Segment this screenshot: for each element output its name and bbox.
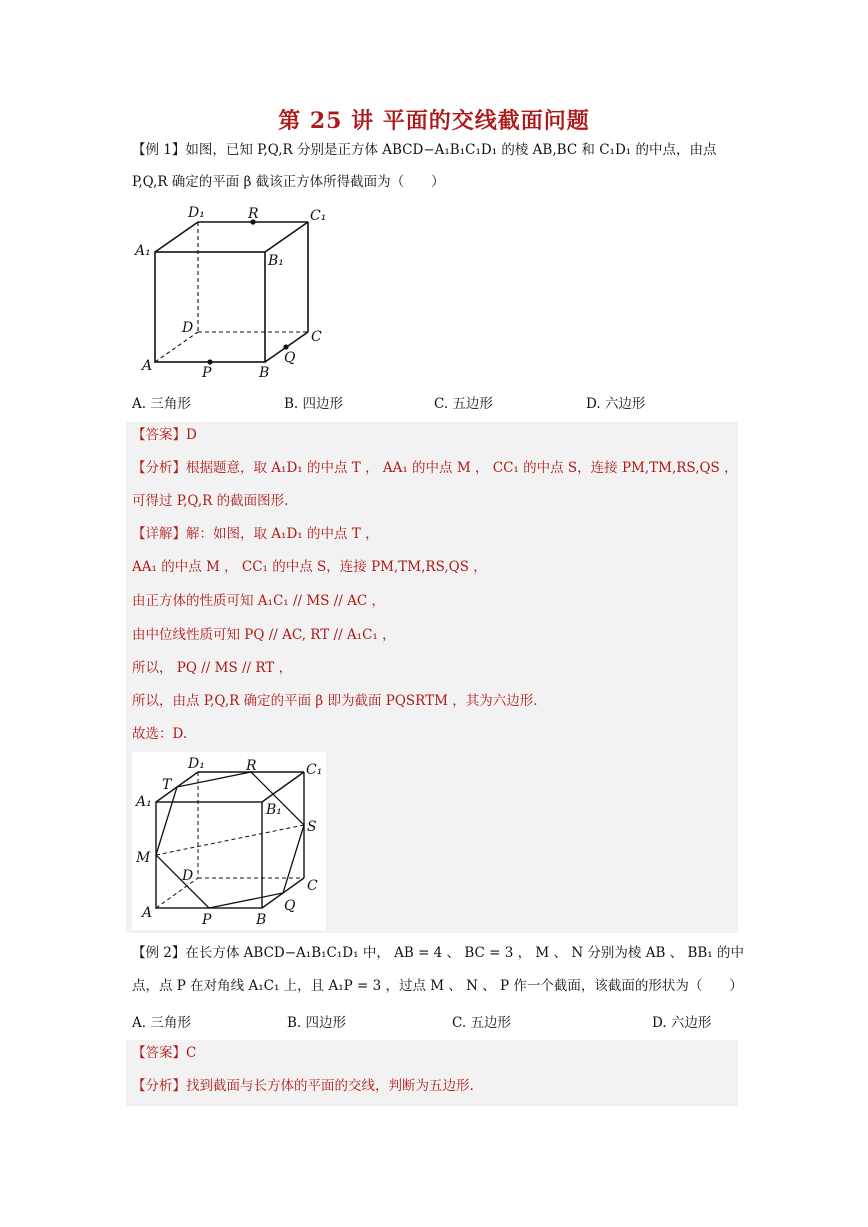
ex2-question-line1: 【例 2】在长方体 ABCD−A₁B₁C₁D₁ 中， AB = 4 、 BC = 3 ， M 、 N 分别为棱 AB 、 BB₁ 的中	[132, 945, 745, 961]
ex1-detail-line: 所以，由点 P,Q,R 确定的平面 β 即为截面 PQSRTM ，其为六边形.	[132, 693, 538, 709]
fig2-label: M	[136, 850, 151, 866]
cube-figure-1	[130, 200, 340, 385]
ex1-answer: 【答案】D	[132, 427, 197, 443]
fig1-label: A	[142, 358, 153, 374]
fig1-label: R	[248, 206, 259, 222]
fig2-label: P	[202, 912, 212, 928]
page-title: 第 25 讲 平面的交线截面问题	[278, 108, 590, 134]
ex1-question-line1: 【例 1】如图，已知 P,Q,R 分别是正方体 ABCD−A₁B₁C₁D₁ 的棱 AB,BC 和 C₁D₁ 的中点，由点	[132, 142, 717, 158]
option-a[interactable]: A. 三角形	[132, 396, 191, 412]
fig2-label: C	[307, 878, 318, 894]
fig2-label: T	[162, 777, 172, 793]
fig2-label: A	[142, 905, 153, 921]
fig2-label: R	[246, 758, 257, 774]
option-d[interactable]: D. 六边形	[652, 1015, 712, 1031]
ex1-detail-line: 由正方体的性质可知 A₁C₁ // MS // AC ，	[132, 593, 385, 609]
ex1-detail-line: AA₁ 的中点 M ， CC₁ 的中点 S，连接 PM,TM,RS,QS ，	[132, 559, 487, 575]
fig1-label: D	[182, 320, 194, 336]
fig2-label: B	[256, 912, 267, 928]
ex1-detail-line: 【详解】解：如图，取 A₁D₁ 的中点 T ，	[132, 526, 379, 542]
ex1-question-line2: P,Q,R 确定的平面 β 截该正方体所得截面为（ ）	[132, 174, 445, 190]
ex2-analysis: 【分析】找到截面与长方体的平面的交线，判断为五边形.	[132, 1078, 474, 1094]
ex2-question-line2: 点，点 P 在对角线 A₁C₁ 上，且 A₁P = 3 ，过点 M 、 N 、 P 作一个截面，该截面的形状为（ ）	[132, 978, 743, 994]
fig2-label: D₁	[188, 756, 205, 772]
fig1-label: B₁	[268, 253, 284, 269]
fig2-label: D	[182, 868, 194, 884]
ex2-answer-block	[126, 1040, 738, 1106]
fig1-label: Q	[284, 350, 296, 366]
ex1-analysis-line2: 可得过 P,Q,R 的截面图形.	[132, 493, 289, 509]
fig1-label: C₁	[310, 208, 327, 224]
ex2-answer: 【答案】C	[132, 1045, 197, 1061]
ex1-detail-line: 所以， PQ // MS // RT ，	[132, 660, 293, 676]
fig1-label: C	[311, 329, 322, 345]
option-b[interactable]: B. 四边形	[287, 1015, 347, 1031]
fig2-label: A₁	[136, 794, 152, 810]
fig1-label: B	[259, 365, 270, 381]
option-c[interactable]: C. 五边形	[452, 1015, 511, 1031]
fig1-label: A₁	[135, 243, 151, 259]
fig2-label: B₁	[266, 802, 282, 818]
fig2-label: S	[307, 819, 317, 835]
ex1-detail-line: 由中位线性质可知 PQ // AC, RT // A₁C₁ ，	[132, 627, 396, 643]
fig1-label: D₁	[188, 205, 205, 221]
fig2-label: Q	[284, 898, 296, 914]
fig1-label: P	[202, 365, 212, 381]
option-c[interactable]: C. 五边形	[434, 396, 493, 412]
option-a[interactable]: A. 三角形	[132, 1015, 191, 1031]
option-d[interactable]: D. 六边形	[586, 396, 646, 412]
cube-figure-2	[132, 752, 326, 930]
option-b[interactable]: B. 四边形	[284, 396, 344, 412]
ex1-detail-line: 故选：D.	[132, 726, 188, 742]
ex1-analysis-line1: 【分析】根据题意，取 A₁D₁ 的中点 T ， AA₁ 的中点 M ， CC₁ 的中点 S，连接 PM,TM,RS,QS ，	[132, 460, 738, 476]
fig2-label: C₁	[306, 762, 323, 778]
